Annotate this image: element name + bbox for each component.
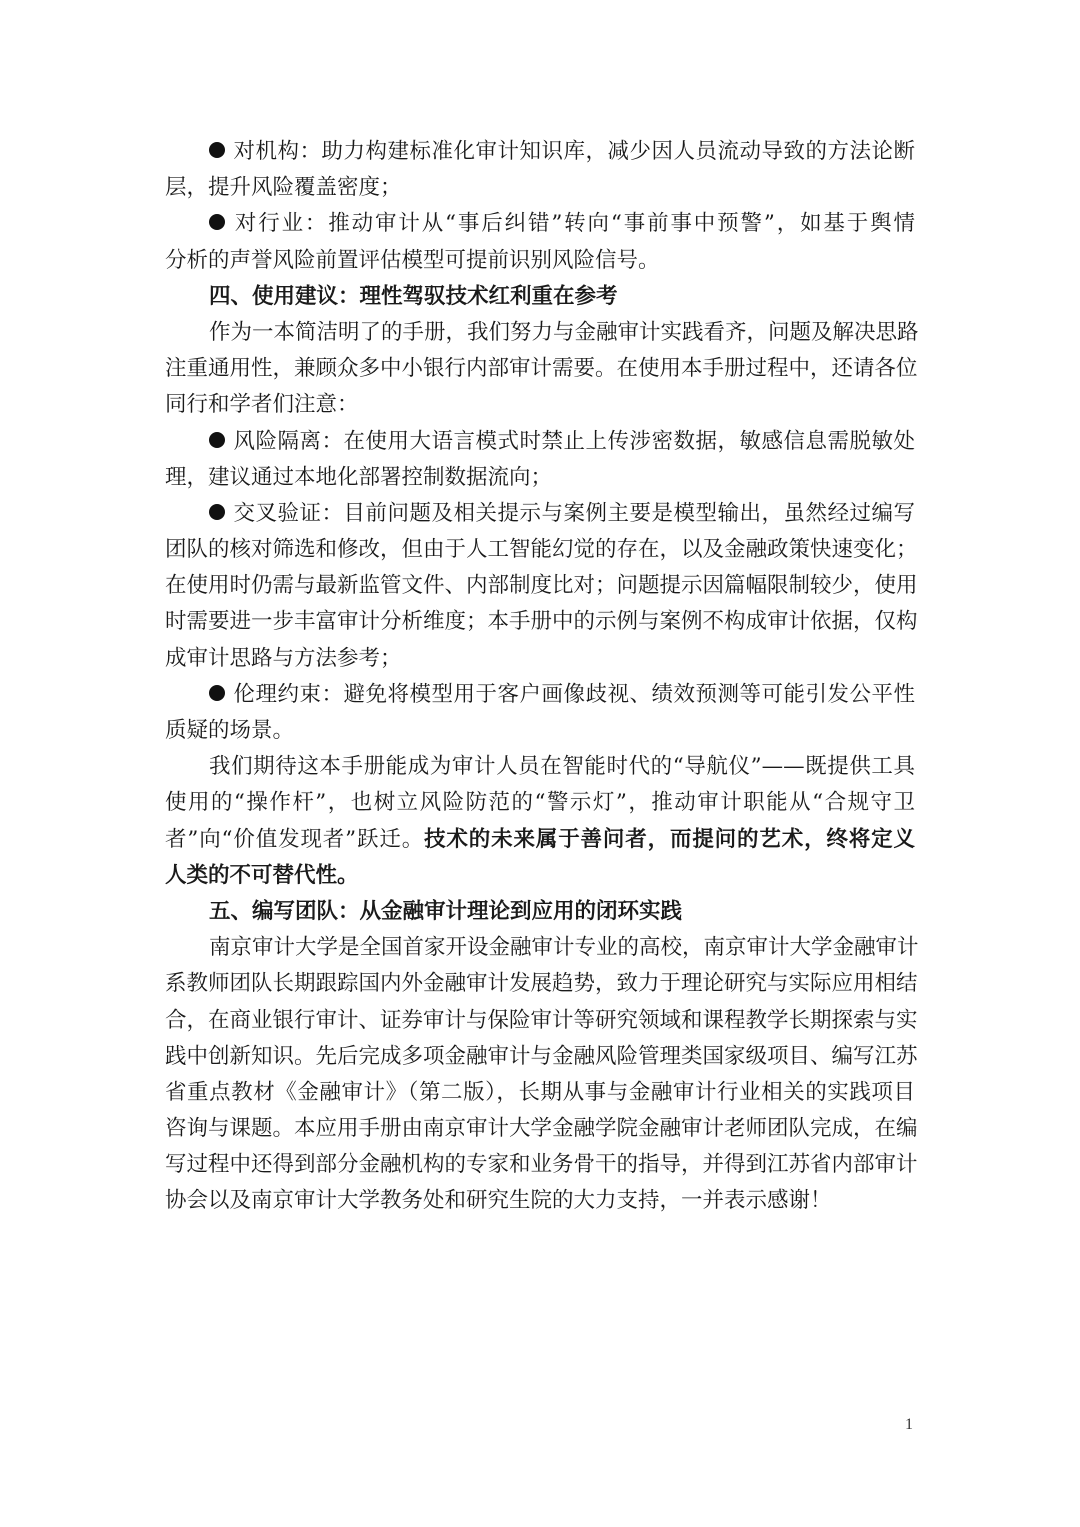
- line-text: 省重点教材《金融审计》（第二版），长期从事与金融审计行业相关的实践项目: [165, 1079, 915, 1105]
- line-text: 对机构：助力构建标准化审计知识库，减少因人员流动导致的方法论断: [233, 139, 915, 164]
- document-body: [165, 134, 919, 1220]
- line-text: 五、编写团队：从金融审计理论到应用的闭环实践: [209, 898, 683, 924]
- line-text: 分析的声誉风险前置评估模型可提前识别风险信号。: [165, 247, 660, 273]
- line-text: 成审计思路与方法参考；: [165, 645, 402, 671]
- text-line: [165, 785, 915, 821]
- line-text: 合，在商业银行审计、证券审计与保险审计等研究领域和课程教学长期探索与实: [165, 1007, 918, 1033]
- bullet-line: [165, 496, 915, 532]
- line-text: 同行和学者们注意：: [165, 392, 359, 418]
- line-text: 在使用时仍需与最新监管文件、内部制度比对；问题提示因篇幅限制较少，使用: [165, 573, 918, 599]
- text-line: [165, 966, 918, 1002]
- section-heading-line: [165, 279, 915, 315]
- text-line: [165, 170, 915, 206]
- bullet-icon: [209, 142, 225, 158]
- text-line: [165, 568, 918, 604]
- text-line: [165, 243, 915, 279]
- line-text: 系教师团队长期跟踪国内外金融审计发展趋势，致力于理论研究与实际应用相结: [165, 971, 918, 997]
- line-text: 者”向“价值发现者”跃迁。: [165, 826, 425, 852]
- bullet-icon: [209, 504, 225, 520]
- line-text: 层，提升风险覆盖密度；: [165, 175, 402, 201]
- bullet-line: [165, 424, 915, 460]
- text-line: [165, 1183, 915, 1219]
- line-text: 践中创新知识。先后完成多项金融审计与金融风险管理类国家级项目、编写江苏: [165, 1043, 918, 1069]
- line-text: 人类的不可替代性。: [165, 862, 359, 888]
- line-text: 咨询与课题。本应用手册由南京审计大学金融学院金融审计老师团队完成，在编: [165, 1116, 918, 1142]
- line-text: 风险隔离：在使用大语言模式时禁止上传涉密数据，敏感信息需脱敏处: [233, 428, 915, 454]
- section-heading-line: [165, 858, 915, 894]
- line-text: 伦理约束：避免将模型用于客户画像歧视、绩效预测等可能引发公平性: [233, 681, 915, 707]
- line-text: 作为一本简洁明了的手册，我们努力与金融审计实践看齐，问题及解决思路: [209, 319, 919, 345]
- line-text: 质疑的场景。: [165, 718, 295, 743]
- section-heading-line: [165, 894, 915, 930]
- line-text: 团队的核对筛选和修改，但由于人工智能幻觉的存在，以及金融政策快速变化；: [165, 537, 918, 563]
- bullet-icon: [209, 685, 225, 701]
- line-text: 注重通用性，兼顾众多中小银行内部审计需要。在使用本手册过程中，还请各位: [165, 356, 918, 382]
- line-text: 协会以及南京审计大学教务处和研究生院的大力支持，一并表示感谢！: [165, 1188, 832, 1214]
- text-line: [165, 822, 915, 858]
- text-line: [165, 1075, 915, 1111]
- line-text: 使用的“操作杆”，也树立风险防范的“警示灯”，推动审计职能从“合规守卫: [165, 790, 915, 816]
- line-text: 四、使用建议：理性驾驭技术红利重在参考: [209, 283, 618, 309]
- text-line: [165, 460, 915, 496]
- line-text: 时需要进一步丰富审计分析维度；本手册中的示例与案例不构成审计依据，仅构: [165, 609, 918, 635]
- bullet-line: [165, 134, 915, 170]
- text-line: [165, 1039, 918, 1075]
- line-text: 我们期待这本手册能成为审计人员在智能时代的“导航仪”——既提供工具: [209, 754, 915, 780]
- text-line: [165, 641, 915, 677]
- line-text: 南京审计大学是全国首家开设金融审计专业的高校，南京审计大学金融审计: [209, 935, 919, 961]
- bullet-icon: [209, 432, 225, 448]
- text-line: [165, 713, 915, 749]
- bullet-line: [165, 206, 915, 242]
- text-line: [165, 387, 915, 423]
- text-line: [165, 315, 919, 351]
- line-text: 理，建议通过本地化部署控制数据流向；: [165, 464, 553, 490]
- line-text: 对行业：推动审计从“事后纠错”转向“事前事中预警”，如基于舆情: [233, 211, 915, 237]
- bullet-line: [165, 677, 915, 713]
- text-line: [165, 1111, 918, 1147]
- text-line: [165, 930, 919, 966]
- line-text: 交叉验证：目前问题及相关提示与案例主要是模型输出，虽然经过编写: [233, 500, 915, 526]
- bullet-icon: [209, 214, 225, 230]
- text-line: [165, 1147, 918, 1183]
- text-line: [165, 604, 918, 640]
- page-number: 1: [905, 1416, 913, 1433]
- text-line: [165, 532, 918, 568]
- line-text: 写过程中还得到部分金融机构的专家和业务骨干的指导，并得到江苏省内部审计: [165, 1152, 918, 1178]
- text-line: [165, 1003, 918, 1039]
- bold-emphasis-text: 技术的未来属于善问者，而提问的艺术，终将定义: [424, 826, 915, 852]
- text-line: [165, 749, 915, 785]
- text-line: [165, 351, 918, 387]
